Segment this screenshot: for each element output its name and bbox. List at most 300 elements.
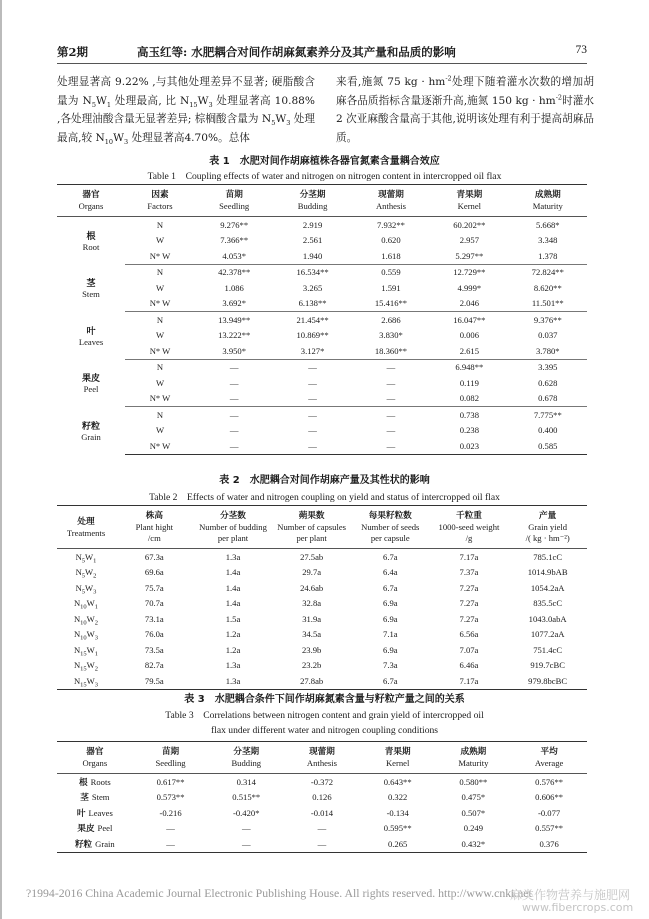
value-cell: 23.9b bbox=[301, 644, 322, 655]
value-cell: 1.4a bbox=[225, 598, 241, 609]
value-cell: 11.501** bbox=[509, 296, 587, 312]
header-rule bbox=[57, 63, 587, 64]
organ-name-cn: 根 bbox=[86, 232, 96, 242]
page-number: 73 bbox=[575, 44, 587, 56]
value-cell: 1.940 bbox=[273, 248, 351, 264]
body-text: 时灌水 2 次亚麻酸含量高于其他,说明该处理有利于提高胡麻品质。 bbox=[336, 94, 595, 144]
table-row bbox=[57, 359, 587, 375]
column-header bbox=[208, 742, 284, 774]
value-cell: 1.3a bbox=[194, 673, 273, 689]
column-header-cn: 株高 bbox=[145, 511, 163, 521]
column-header-en: per plant bbox=[217, 533, 249, 543]
column-header bbox=[509, 185, 587, 217]
treatment-cell bbox=[57, 580, 115, 596]
value-cell: — bbox=[273, 438, 351, 454]
organ-cell bbox=[57, 821, 133, 837]
value-cell: 2.919 bbox=[302, 219, 323, 230]
value-cell: 0.576** bbox=[535, 776, 564, 787]
column-header-en: per capsule bbox=[370, 533, 410, 543]
column-header-en: Average bbox=[534, 758, 564, 768]
column-header-cn: 青果期 bbox=[384, 747, 411, 757]
value-cell: 1.3a bbox=[225, 660, 241, 671]
organ-name-en: Stem bbox=[82, 289, 100, 300]
table-row bbox=[57, 774, 587, 790]
value-cell: 6.9a bbox=[383, 598, 398, 609]
table-row bbox=[57, 248, 587, 264]
column-header-en: 1000-seed weight bbox=[438, 522, 500, 532]
value-cell: 0.322 bbox=[387, 792, 408, 803]
value-cell: 0.557** bbox=[535, 823, 564, 834]
subscript: 3 bbox=[123, 137, 129, 146]
value-cell: -0.372 bbox=[310, 776, 334, 787]
column-header-cn: 器官 bbox=[82, 190, 100, 200]
value-cell: -0.420* bbox=[233, 807, 260, 818]
value-cell: — bbox=[386, 377, 396, 388]
value-cell: 15.416** bbox=[352, 296, 430, 312]
value-cell: 8.620** bbox=[533, 282, 562, 293]
treatment-w-level: 1 bbox=[94, 650, 99, 658]
value-cell: — bbox=[386, 362, 396, 373]
running-title: 高玉红等: 水肥耦合对间作胡麻氮素养分及其产量和品质的影响 bbox=[137, 45, 456, 59]
page-edge bbox=[0, 0, 2, 919]
value-cell: — bbox=[195, 391, 273, 407]
treatment-cell bbox=[57, 642, 115, 658]
column-header-en: /( kg · hm⁻²) bbox=[525, 533, 570, 543]
table-row bbox=[57, 312, 587, 328]
treatment-n-level: 15 bbox=[80, 650, 87, 658]
treatment-n-level: 10 bbox=[80, 619, 87, 627]
value-cell: 0.580** bbox=[459, 776, 488, 787]
value-cell: 27.8ab bbox=[272, 673, 351, 689]
value-cell: 73.5a bbox=[144, 644, 164, 655]
value-cell: 79.5a bbox=[115, 673, 194, 689]
treatment-n: N bbox=[73, 613, 81, 624]
value-cell: 1.4a bbox=[225, 567, 241, 578]
column-header-cn: 分茎期 bbox=[233, 747, 260, 757]
organ-name-cn: 籽粒 bbox=[81, 421, 100, 432]
table3-caption-cn: 表 3 水肥耦合条件下间作胡麻氮素含量与籽粒产量之间的关系 bbox=[184, 694, 465, 705]
body-text: 处理显著高 9.22% ,与其他处理差异不显著; 硬脂酸含量为 N bbox=[57, 76, 315, 107]
value-cell: 5.668* bbox=[535, 219, 560, 230]
treatment-n-level: 15 bbox=[80, 681, 87, 689]
value-cell: 0.628 bbox=[538, 377, 558, 388]
column-header bbox=[351, 506, 430, 549]
organ-name-en: Leaves bbox=[78, 336, 104, 347]
organ-cell bbox=[57, 217, 125, 265]
value-cell: 3.395 bbox=[538, 362, 558, 373]
organ-cell bbox=[57, 312, 125, 360]
treatment-w: W bbox=[86, 598, 95, 609]
value-cell: 0.265 bbox=[360, 836, 436, 852]
value-cell: 919.7cBC bbox=[530, 660, 565, 671]
column-header-en: Maturity bbox=[532, 201, 563, 211]
treatment-w: W bbox=[86, 613, 95, 624]
value-cell: 4.999* bbox=[457, 282, 482, 293]
organ-name-en: Peel bbox=[83, 384, 99, 395]
value-cell: 0.620 bbox=[381, 235, 401, 246]
column-header-en: /cm bbox=[147, 533, 161, 543]
value-cell: 4.053* bbox=[195, 248, 273, 264]
value-cell: — bbox=[273, 391, 351, 407]
organ-cell bbox=[57, 774, 133, 790]
treatment-w-level: 1 bbox=[93, 557, 97, 565]
value-cell: 7.1a bbox=[383, 629, 398, 640]
treatment-n: N bbox=[73, 598, 81, 609]
value-cell: 27.5ab bbox=[300, 551, 324, 562]
issue-number: 第2期 bbox=[57, 45, 89, 59]
treatment-n-level: 5 bbox=[81, 572, 86, 580]
column-header-en: Grain yield bbox=[528, 522, 568, 532]
factor-cell: W bbox=[155, 377, 165, 388]
value-cell: 7.932** bbox=[377, 219, 405, 230]
value-cell: 0.006 bbox=[459, 330, 480, 341]
factor-cell: N* W bbox=[125, 343, 195, 359]
treatment-n: N bbox=[75, 551, 82, 562]
value-cell: 23.2b bbox=[301, 660, 322, 671]
value-cell: 69.6a bbox=[144, 567, 164, 578]
table2 bbox=[57, 505, 587, 690]
column-header-en: Anthesis bbox=[306, 758, 337, 768]
value-cell: -0.134 bbox=[386, 807, 409, 818]
value-cell: 0.376 bbox=[511, 836, 587, 852]
table2-caption-en: Table 2 Effects of water and nitrogen coupling on yield and status of intercropped oil flax bbox=[149, 492, 500, 503]
organ-name-en: Peel bbox=[97, 823, 113, 834]
body-text: W bbox=[113, 131, 124, 144]
column-header-cn: 千粒重 bbox=[456, 511, 482, 521]
value-cell: 34.5a bbox=[302, 629, 322, 640]
value-cell: 6.4a bbox=[383, 567, 398, 578]
value-cell: 0.643** bbox=[383, 776, 412, 787]
value-cell: 7.17a bbox=[459, 551, 479, 562]
value-cell: — bbox=[133, 836, 209, 852]
treatment-w-level: 3 bbox=[93, 588, 97, 596]
organ-cell bbox=[57, 790, 133, 806]
treatment-n-level: 10 bbox=[80, 634, 87, 642]
value-cell: 1.2a bbox=[225, 644, 241, 655]
column-header-cn: 器官 bbox=[86, 747, 104, 757]
treatment-w: W bbox=[86, 675, 95, 686]
value-cell: -0.014 bbox=[310, 807, 334, 818]
column-header bbox=[430, 185, 508, 217]
value-cell: 751.4cC bbox=[533, 644, 563, 655]
value-cell: 6.7a bbox=[383, 582, 398, 593]
table-row bbox=[57, 217, 587, 233]
treatment-w: W bbox=[86, 629, 95, 640]
organ-name-cn: 籽粒 bbox=[74, 839, 93, 850]
value-cell: 6.7a bbox=[383, 551, 398, 562]
column-header-en: Factors bbox=[147, 201, 173, 211]
table-row bbox=[57, 296, 587, 312]
value-cell: — bbox=[284, 836, 360, 852]
organ-name-en: Root bbox=[82, 242, 100, 252]
value-cell: 72.824** bbox=[531, 267, 564, 278]
treatment-cell bbox=[57, 596, 115, 612]
table1-caption-cn: 表 1 水肥对间作胡麻植株各器官氮素含量耦合效应 bbox=[209, 156, 440, 167]
value-cell: 6.9a bbox=[383, 644, 398, 655]
column-header bbox=[272, 506, 351, 549]
value-cell: — bbox=[166, 823, 175, 834]
column-header-cn: 处理 bbox=[77, 516, 95, 527]
column-header-cn: 成熟期 bbox=[534, 190, 561, 200]
table-row bbox=[57, 375, 587, 391]
table-row bbox=[57, 673, 587, 689]
value-cell: 3.692* bbox=[195, 296, 273, 312]
column-header-en: /g bbox=[465, 533, 473, 543]
value-cell: 1.618 bbox=[352, 248, 430, 264]
treatment-cell bbox=[57, 673, 115, 689]
superscript: -2 bbox=[445, 74, 452, 83]
table-row bbox=[57, 328, 587, 344]
value-cell: 0.678 bbox=[509, 391, 587, 407]
value-cell: 785.1cC bbox=[533, 551, 563, 562]
copyright-footer: ?1994-2016 China Academic Journal Electronic Publishing House. All rights reserved. http://www.cnki.net bbox=[26, 886, 532, 900]
organ-name-en: Leaves bbox=[88, 807, 113, 818]
value-cell: — bbox=[352, 391, 430, 407]
column-header-cn: 蒴果数 bbox=[298, 511, 325, 521]
treatment-w: W bbox=[85, 567, 94, 578]
treatment-cell bbox=[57, 549, 115, 565]
column-header-en: Maturity bbox=[458, 758, 489, 768]
value-cell: 60.202** bbox=[453, 219, 486, 230]
table-row bbox=[57, 565, 587, 581]
factor-cell: W bbox=[155, 425, 165, 436]
table-row bbox=[57, 233, 587, 249]
value-cell: 18.360** bbox=[352, 343, 430, 359]
table-row bbox=[57, 407, 587, 423]
treatment-w-level: 3 bbox=[94, 681, 99, 689]
value-cell: — bbox=[308, 377, 317, 388]
value-cell: 0.475* bbox=[461, 792, 486, 803]
value-cell: 0.082 bbox=[430, 391, 508, 407]
value-cell: — bbox=[386, 409, 396, 420]
value-cell: 6.46a bbox=[459, 660, 479, 671]
value-cell: 3.830* bbox=[379, 330, 403, 341]
superscript: -2 bbox=[555, 92, 563, 101]
treatment-n-level: 5 bbox=[81, 588, 86, 596]
treatment-n-level: 15 bbox=[80, 665, 87, 673]
value-cell: — bbox=[195, 438, 273, 454]
value-cell: 10.869** bbox=[296, 330, 329, 341]
value-cell: — bbox=[229, 377, 239, 388]
value-cell: 0.037 bbox=[538, 330, 558, 341]
value-cell: 1.2a bbox=[225, 629, 241, 640]
factor-cell: N bbox=[156, 314, 164, 325]
column-header-en: Organs bbox=[78, 201, 104, 211]
value-cell: 29.7a bbox=[302, 567, 322, 578]
value-cell: 13.949** bbox=[218, 314, 251, 325]
value-cell: 0.507* bbox=[461, 807, 486, 818]
value-cell: 7.17a bbox=[430, 673, 509, 689]
column-header-cn: 苗期 bbox=[225, 190, 243, 200]
value-cell: -0.216 bbox=[159, 807, 182, 818]
value-cell: — bbox=[229, 425, 239, 436]
table-row bbox=[57, 280, 587, 296]
column-header bbox=[284, 742, 360, 774]
treatment-n: N bbox=[73, 629, 81, 640]
value-cell: 0.738 bbox=[459, 409, 480, 420]
column-header-cn: 因素 bbox=[151, 190, 169, 200]
value-cell: 0.238 bbox=[459, 425, 480, 436]
value-cell: 0.515** bbox=[232, 792, 261, 803]
column-header-cn: 现蕾期 bbox=[309, 747, 335, 757]
value-cell: 9.276** bbox=[220, 219, 249, 230]
table1-caption-en: Table 1 Coupling effects of water and nitrogen on nitrogen content in intercropped oil flax bbox=[147, 171, 502, 182]
value-cell: 75.7a bbox=[144, 582, 164, 593]
value-cell: 82.7a bbox=[144, 660, 164, 671]
factor-cell: N bbox=[156, 219, 164, 230]
subscript: 5 bbox=[271, 119, 276, 128]
value-cell: 0.023 bbox=[430, 438, 508, 454]
table-row bbox=[57, 642, 587, 658]
table-row bbox=[57, 549, 587, 565]
treatment-n: N bbox=[73, 644, 81, 655]
table-row bbox=[57, 391, 587, 407]
value-cell: 1054.2aA bbox=[530, 582, 565, 593]
column-header-cn: 成熟期 bbox=[460, 747, 487, 757]
value-cell: 7.07a bbox=[459, 644, 479, 655]
factor-cell: N* W bbox=[125, 438, 195, 454]
column-header-cn: 产量 bbox=[539, 511, 557, 521]
organ-name-cn: 叶 bbox=[86, 326, 96, 337]
column-header bbox=[430, 506, 509, 549]
body-text: 处理最高,较 N bbox=[57, 113, 315, 144]
column-header bbox=[57, 506, 115, 549]
column-header-en: Budding bbox=[231, 758, 262, 768]
value-cell: — bbox=[352, 438, 430, 454]
value-cell: 0.314 bbox=[236, 776, 256, 787]
column-header bbox=[436, 742, 512, 774]
column-header-cn: 分茎数 bbox=[220, 511, 246, 521]
treatment-w-level: 3 bbox=[94, 634, 99, 642]
treatment-n-level: 10 bbox=[80, 603, 87, 611]
value-cell: 7.27a bbox=[459, 582, 479, 593]
body-text: W bbox=[197, 94, 209, 107]
value-cell: 6.7a bbox=[351, 673, 430, 689]
watermark-cn: 麻类作物营养与施肥网 bbox=[510, 888, 631, 902]
body-column-right bbox=[336, 73, 594, 147]
value-cell: 7.366** bbox=[220, 235, 249, 246]
column-header-cn: 现蕾期 bbox=[378, 190, 404, 200]
value-cell: 1.591 bbox=[381, 282, 401, 293]
value-cell: 76.0a bbox=[144, 629, 164, 640]
value-cell: 21.454** bbox=[296, 314, 329, 325]
table-row bbox=[57, 264, 587, 280]
value-cell: 0.400 bbox=[538, 425, 558, 436]
table2-caption-cn: 表 2 水肥耦合对间作胡麻产量及其性状的影响 bbox=[219, 475, 430, 486]
value-cell: 3.127* bbox=[273, 343, 351, 359]
table-row bbox=[57, 596, 587, 612]
value-cell: 6.138** bbox=[273, 296, 351, 312]
column-header bbox=[194, 506, 273, 549]
value-cell: 2.561 bbox=[302, 235, 323, 246]
value-cell: 0.617** bbox=[156, 776, 185, 787]
column-header-cn: 每果籽粒数 bbox=[368, 511, 412, 521]
table3 bbox=[57, 741, 587, 853]
table-row bbox=[57, 790, 587, 806]
value-cell: 31.9a bbox=[302, 613, 322, 624]
column-header-cn: 青果期 bbox=[456, 190, 483, 200]
organ-cell bbox=[57, 836, 133, 852]
column-header bbox=[125, 185, 195, 217]
organ-name-cn: 根 bbox=[79, 777, 88, 788]
column-header bbox=[360, 742, 436, 774]
body-text: W bbox=[275, 113, 287, 125]
treatment-w-level: 1 bbox=[94, 603, 99, 611]
column-header-en: per plant bbox=[296, 533, 327, 543]
organ-name-cn: 叶 bbox=[76, 808, 86, 819]
organ-name-en: Grain bbox=[81, 431, 101, 442]
organ-cell bbox=[57, 407, 125, 455]
subscript: 15 bbox=[189, 100, 198, 109]
table-row bbox=[57, 821, 587, 837]
value-cell: 2.686 bbox=[381, 314, 401, 325]
subscript: 10 bbox=[104, 137, 114, 146]
organ-name-en: Stem bbox=[91, 792, 110, 803]
value-cell: 3.950* bbox=[195, 343, 273, 359]
body-column-left bbox=[57, 73, 315, 147]
table-row bbox=[57, 438, 587, 454]
column-header-en: Kernel bbox=[385, 758, 410, 768]
treatment-n: N bbox=[73, 660, 81, 671]
value-cell: 835.5cC bbox=[533, 598, 563, 609]
value-cell: 0.126 bbox=[312, 792, 332, 803]
value-cell: 7.27a bbox=[459, 598, 479, 609]
subscript: 5 bbox=[91, 100, 96, 109]
value-cell: 67.3a bbox=[144, 551, 164, 562]
value-cell: 0.595** bbox=[383, 823, 412, 834]
column-header bbox=[352, 185, 430, 217]
value-cell: 1014.9bAB bbox=[527, 567, 568, 578]
column-header bbox=[133, 742, 209, 774]
body-text: 处理最高, 比 N bbox=[110, 94, 190, 107]
value-cell: 1.086 bbox=[224, 282, 244, 293]
column-header-en: Treatments bbox=[66, 527, 106, 538]
value-cell: 16.534** bbox=[296, 267, 329, 278]
value-cell: 0.432* bbox=[436, 836, 512, 852]
column-header bbox=[195, 185, 273, 217]
organ-name-en: Grain bbox=[95, 838, 115, 849]
value-cell: — bbox=[229, 362, 239, 373]
column-header-en: Seedling bbox=[219, 201, 250, 211]
value-cell: 24.6ab bbox=[300, 582, 324, 593]
column-header-en: Seedling bbox=[155, 758, 186, 768]
factor-cell: N* W bbox=[125, 248, 195, 264]
column-header bbox=[511, 742, 587, 774]
factor-cell: N bbox=[156, 362, 164, 373]
column-header-cn: 平均 bbox=[540, 747, 558, 757]
value-cell: 16.047** bbox=[453, 314, 486, 325]
value-cell: — bbox=[386, 425, 396, 436]
treatment-cell bbox=[57, 611, 115, 627]
table-row bbox=[57, 836, 587, 852]
value-cell: 3.348 bbox=[538, 235, 558, 246]
column-header bbox=[57, 742, 133, 774]
running-header bbox=[57, 44, 587, 60]
treatment-w-level: 2 bbox=[93, 572, 97, 580]
value-cell: -0.077 bbox=[538, 807, 561, 818]
value-cell: — bbox=[317, 823, 327, 834]
value-cell: 1.5a bbox=[225, 613, 241, 624]
treatment-w: W bbox=[85, 551, 94, 562]
factor-cell: W bbox=[155, 282, 165, 293]
value-cell: 0.559 bbox=[381, 267, 401, 278]
table-row bbox=[57, 611, 587, 627]
organ-cell bbox=[57, 359, 125, 407]
table3-caption-en-line1: Table 3 Correlations between nitrogen content and grain yield of intercropped oil bbox=[165, 710, 484, 721]
value-cell: 979.8bcBC bbox=[508, 673, 587, 689]
value-cell: 9.376** bbox=[533, 314, 562, 325]
table1 bbox=[57, 184, 587, 455]
